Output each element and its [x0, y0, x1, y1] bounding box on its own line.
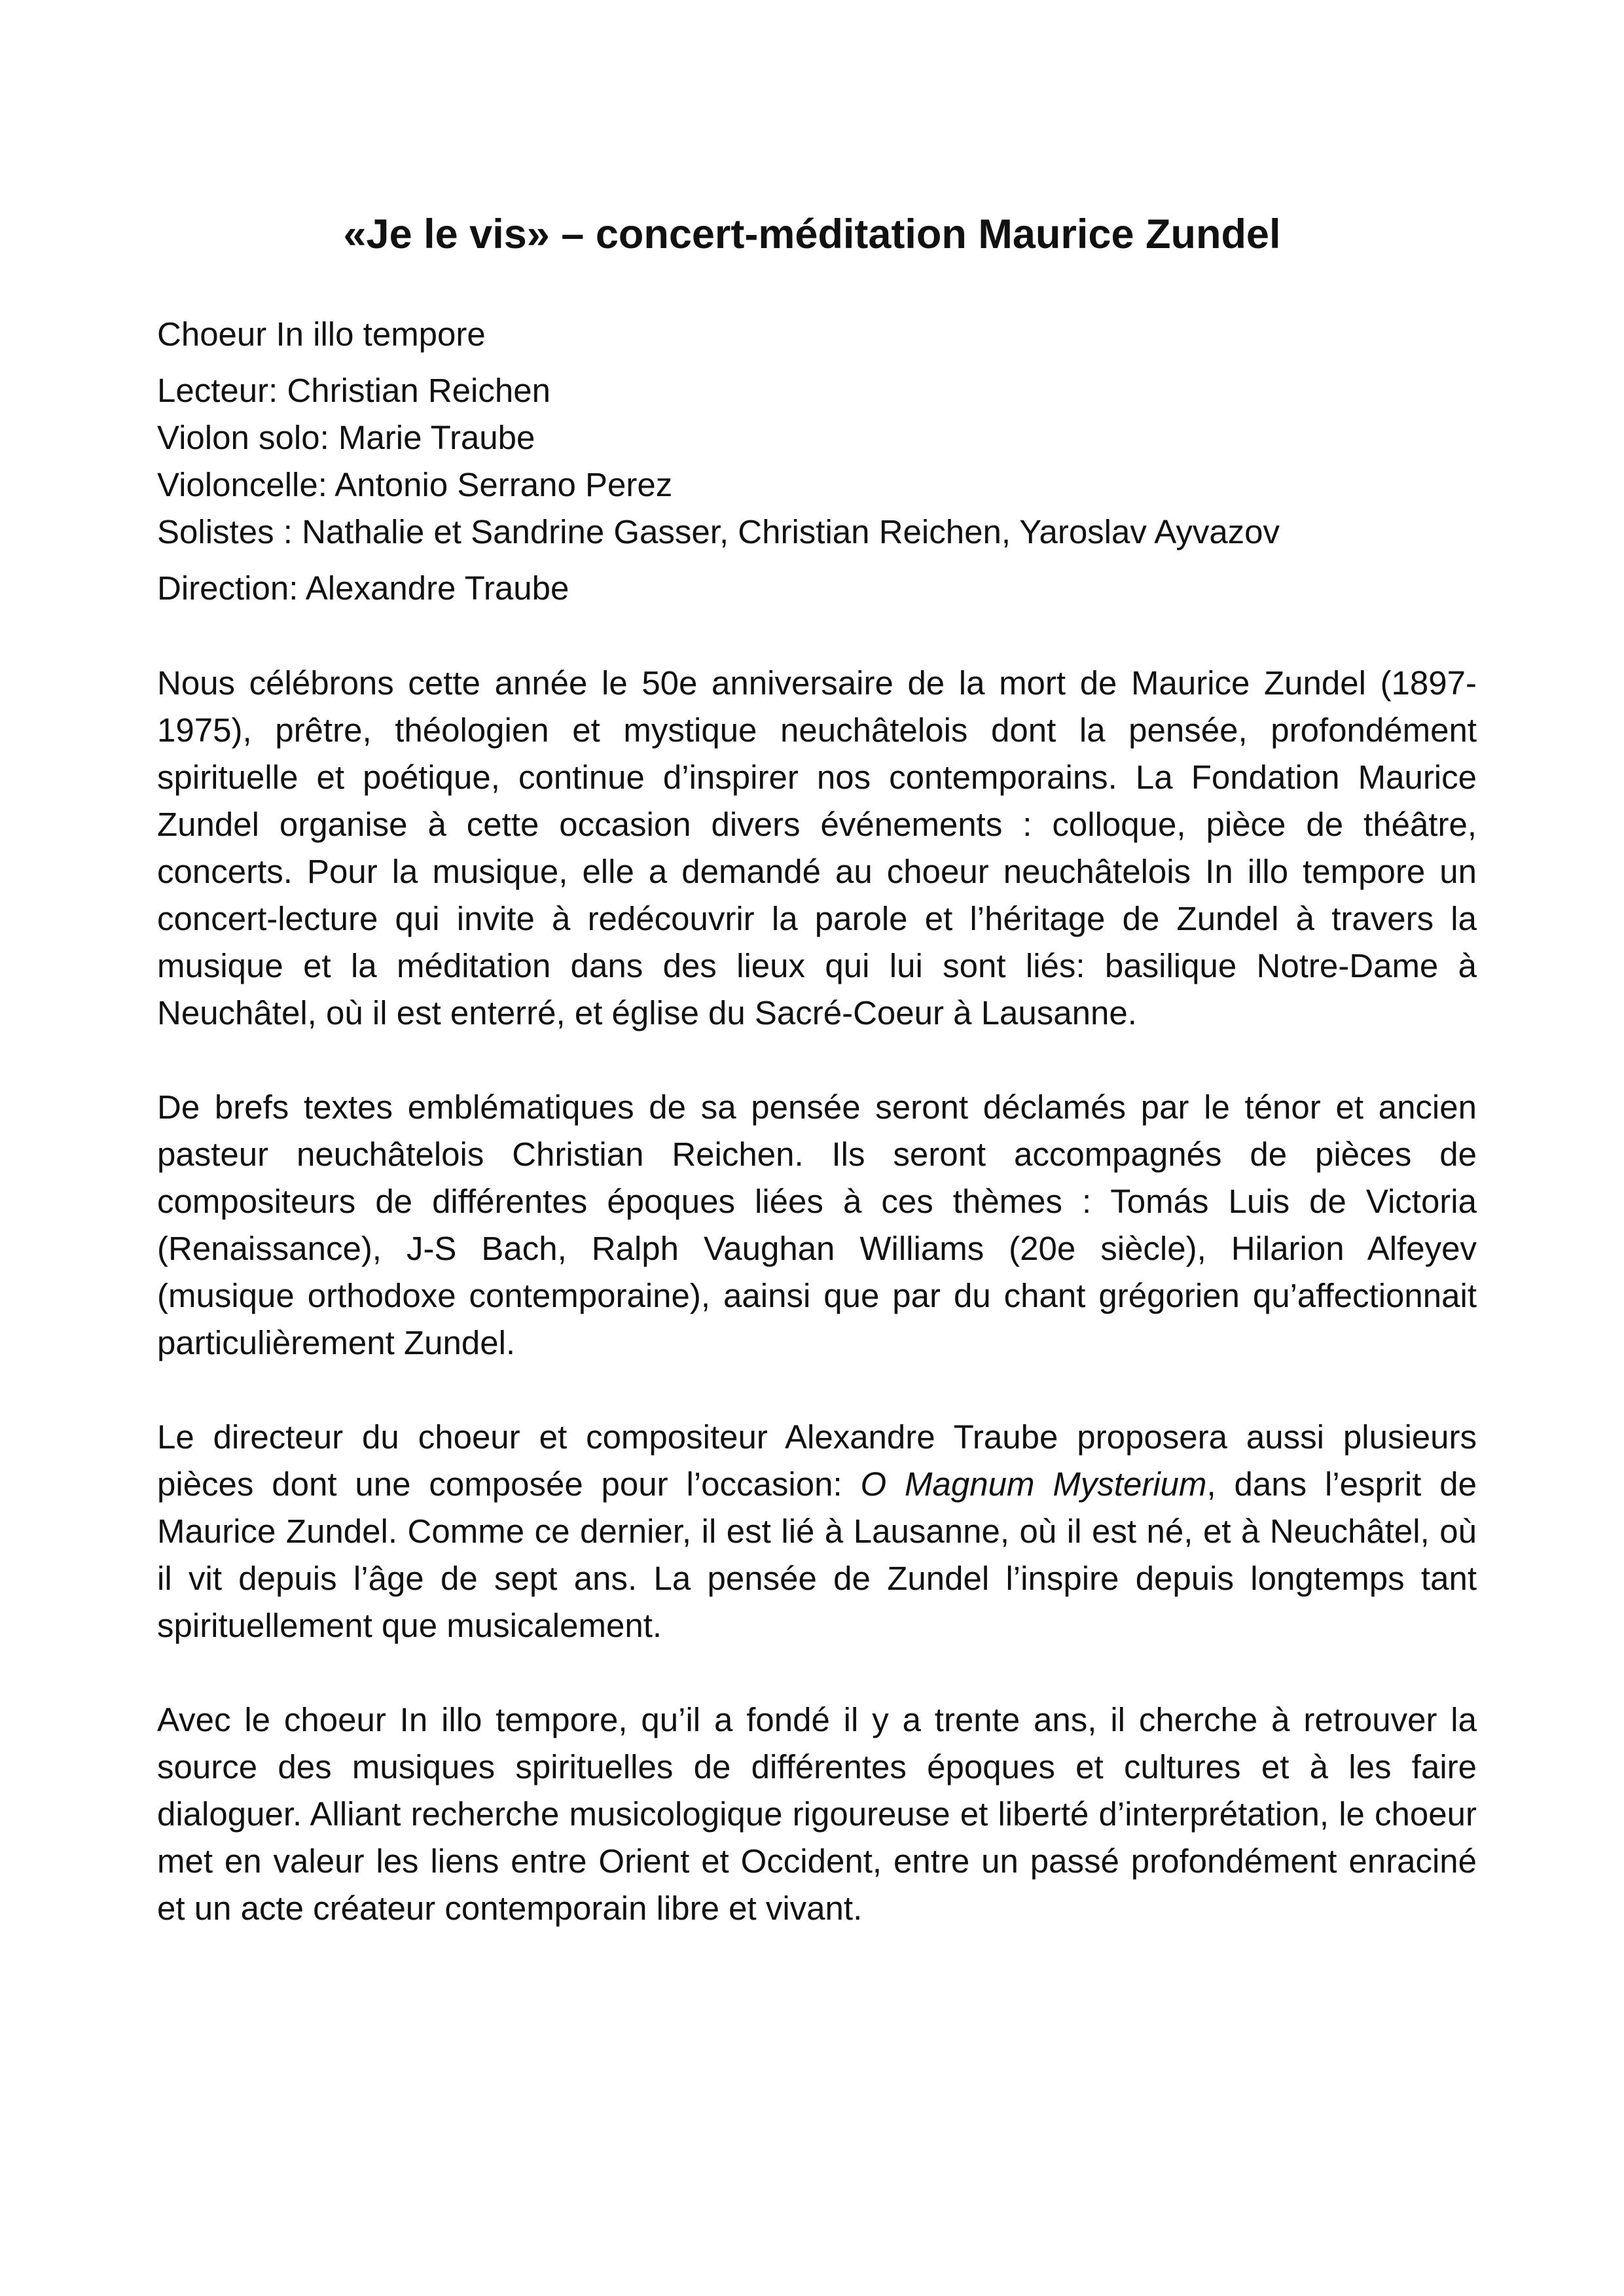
paragraph-director-text-after: , dans l’esprit de Maurice Zundel. Comme ce dernier, il est lié à Lausanne, où il est né, et à Neuchâtel, où il vit depuis l’âge de sept ans. La pensée de Zundel l’inspire depuis longtemps tant spirituellement que musicalement. [157, 1465, 1477, 1644]
body-text [157, 660, 1477, 1979]
paragraph-anniversary: Nous célébrons cette année le 50e anniversaire de la mort de Maurice Zundel (1897-1975), prêtre, théologien et mystique neuchâtelois dont la pensée, profondément spirituelle et poétique, continue d’inspirer nos contemporains. La Fondation Maurice Zundel organise à cette occasion divers événements : colloque, pièce de théâtre, concerts. Pour la musique, elle a demandé au choeur neuchâtelois In illo tempore un concert-lecture qui invite à redécouvrir la parole et l’héritage de Zundel à travers la musique et la méditation dans des lieux qui lui sont liés: basilique Notre-Dame à Neuchâtel, où il est enterré, et église du Sacré-Coeur à Lausanne. [157, 664, 1477, 1031]
paragraph-choir: Avec le choeur In illo tempore, qu’il a fondé il y a trente ans, il cherche à retrouver la source des musiques spirituelles de différentes époques et cultures et à les faire dialoguer. Alliant recherche musicologique rigoureuse et liberté d’interprétation, le choeur met en valeur les liens entre Orient et Occident, entre un passé profondément enraciné et un acte créateur contemporain libre et vivant. [157, 1701, 1477, 1927]
paragraph-director [157, 1414, 1477, 1649]
credit-cello: Violoncelle: Antonio Serrano Perez [157, 466, 673, 503]
credit-direction: Direction: Alexandre Traube [157, 569, 569, 607]
work-title: O Magnum Mysterium [860, 1465, 1207, 1503]
credit-soloists: Solistes : Nathalie et Sandrine Gasser, Christian Reichen, Yaroslav Ayvazov [157, 513, 1280, 550]
credits-block [157, 311, 1492, 612]
document-title: «Je le vis» – concert-méditation Maurice Zundel [343, 211, 1281, 257]
paragraph-program: De brefs textes emblématiques de sa pensée seront déclamés par le ténor et ancien pasteur neuchâtelois Christian Reichen. Ils seront accompagnés de pièces de compositeurs de différentes époques liées à ces thèmes : Tomás Luis de Victoria (Renaissance), J-S Bach, Ralph Vaughan Williams (20e siècle), Hilarion Alfeyev (musique orthodoxe contemporaine), aainsi que par du chant grégorien qu’affectionnait particulièrement Zundel. [157, 1088, 1477, 1361]
credit-reader: Lecteur: Christian Reichen [157, 372, 550, 409]
paragraph-director-text-before: Le directeur du choeur et compositeur Alexandre Traube proposera aussi plusieurs pièces dont une composée pour l’occasion: [157, 1418, 1477, 1503]
credit-choir: Choeur In illo tempore [157, 315, 486, 353]
credit-violin: Violon solo: Marie Traube [157, 419, 535, 456]
